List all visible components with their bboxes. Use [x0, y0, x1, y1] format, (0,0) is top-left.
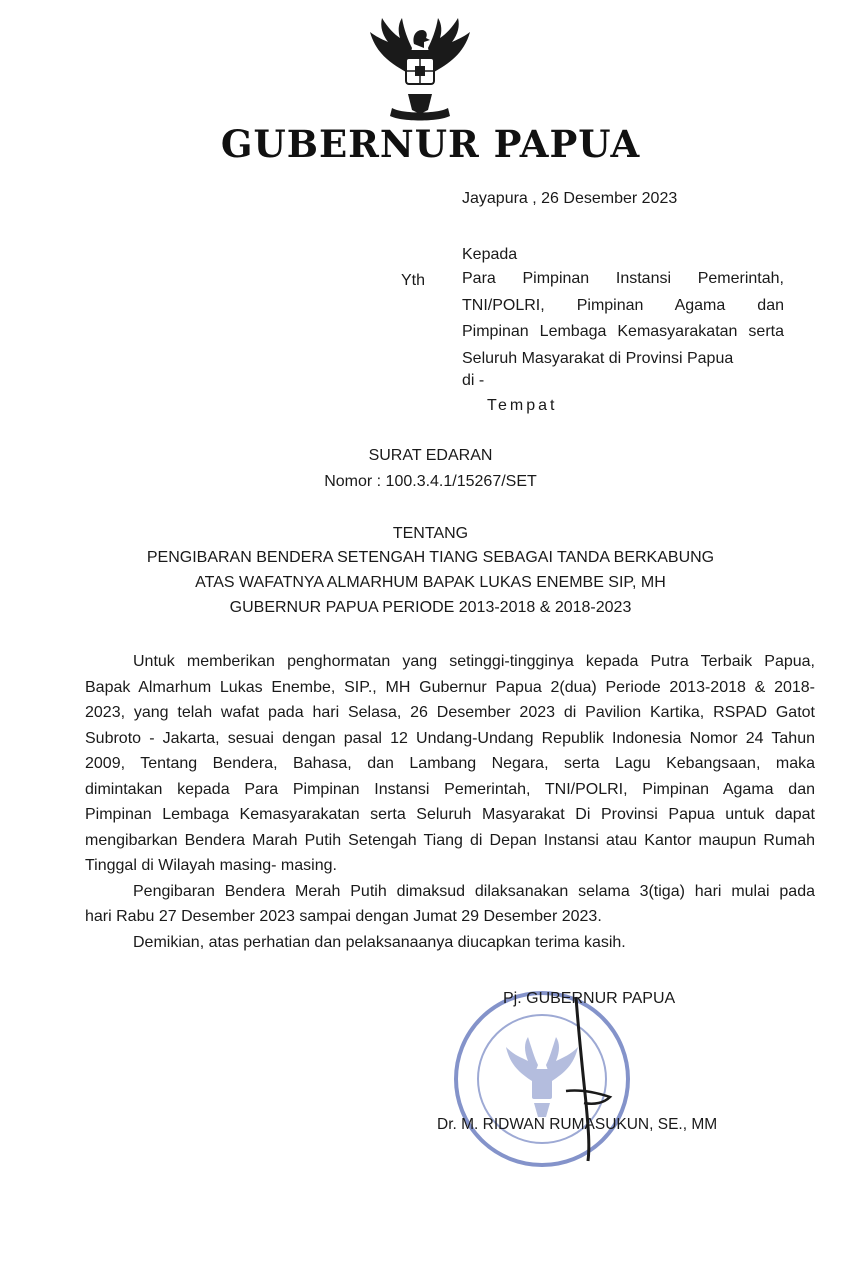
recipient-line: Seluruh Masyarakat di Provinsi Papua — [462, 349, 734, 367]
body-line: Subroto - Jakarta, sesuai dengan pasal 12 Undang-Undang Republik Indonesia Nomor 24 Tahun — [85, 729, 815, 747]
body-line: Bapak Almarhum Lukas Enembe, SIP., MH Gubernur Papua 2(dua) Periode 2013-2018 & 2018- — [85, 678, 815, 696]
subject-line: ATAS WAFATNYA ALMARHUM BAPAK LUKAS ENEMBE SIP, MH — [195, 574, 666, 591]
recipient-yth: Yth — [401, 272, 426, 289]
letter-body — [85, 649, 815, 955]
recipient-line: Pimpinan Lembaga Kemasyarakatan serta — [462, 323, 784, 340]
signatory-name: Dr. M. RIDWAN RUMASUKUN, SE., MM — [437, 1116, 718, 1133]
official-seal-icon — [448, 985, 636, 1173]
body-line: 2009, Tentang Bendera, Bahasa, dan Lambang Negara, serta Lagu Kebangsaan, maka — [85, 755, 815, 772]
body-line: Pimpinan Lembaga Kemasyarakatan serta Seluruh Masyarakat Di Provinsi Papua untuk dapat — [85, 806, 815, 823]
body-line: dimintakan kepada Para Pimpinan Instansi Pemerintah, TNI/POLRI, Pimpinan Agama dan — [85, 780, 815, 798]
subject-line: GUBERNUR PAPUA PERIODE 2013-2018 & 2018-2023 — [229, 599, 632, 616]
body-line: Tinggal di Wilayah masing- masing. — [85, 857, 337, 874]
body-line: mengibarkan Bendera Marah Putih Setengah Tiang di Depan Instansi atau Kantor maupun Rumah — [85, 831, 815, 849]
garuda-emblem-icon — [362, 14, 478, 124]
body-line: Demikian, atas perhatian dan pelaksanaanya diucapkan terima kasih. — [133, 933, 626, 951]
body-paragraph-2 — [85, 879, 815, 930]
signatory-title: Pj. GUBERNUR PAPUA — [503, 990, 676, 1007]
body-line: Pengibaran Bendera Merah Putih dimaksud dilaksanakan selama 3(tiga) hari mulai pada — [133, 882, 815, 900]
letter-date: Jayapura , 26 Desember 2023 — [462, 190, 678, 207]
recipient-tempat: Tempat — [487, 397, 558, 414]
body-paragraph-1 — [85, 649, 815, 879]
letter-number: Nomor : 100.3.4.1/15267/SET — [324, 473, 537, 490]
subject-tentang: TENTANG — [392, 525, 469, 542]
body-paragraph-3 — [85, 930, 815, 956]
subject-line: PENGIBARAN BENDERA SETENGAH TIANG SEBAGAI TANDA BERKABUNG — [146, 549, 715, 566]
body-line: 2023, yang telah wafat pada hari Selasa, 26 Desember 2023 di Pavilion Kartika, RSPAD Gatot — [85, 704, 815, 721]
body-line: Untuk memberikan penghormatan yang setinggi-tingginya kepada Putra Terbaik Papua, — [133, 653, 815, 670]
recipient-di: di - — [462, 372, 485, 389]
recipient-line: TNI/POLRI, Pimpinan Agama dan — [462, 296, 784, 314]
recipient-kepada: Kepada — [462, 246, 518, 263]
page-title: GUBERNUR PAPUA — [220, 122, 641, 166]
recipient-address — [462, 266, 784, 372]
body-line: hari Rabu 27 Desember 2023 sampai dengan Jumat 29 Desember 2023. — [85, 908, 602, 925]
recipient-line: Para Pimpinan Instansi Pemerintah, — [462, 270, 784, 287]
letter-type: SURAT EDARAN — [368, 447, 493, 464]
